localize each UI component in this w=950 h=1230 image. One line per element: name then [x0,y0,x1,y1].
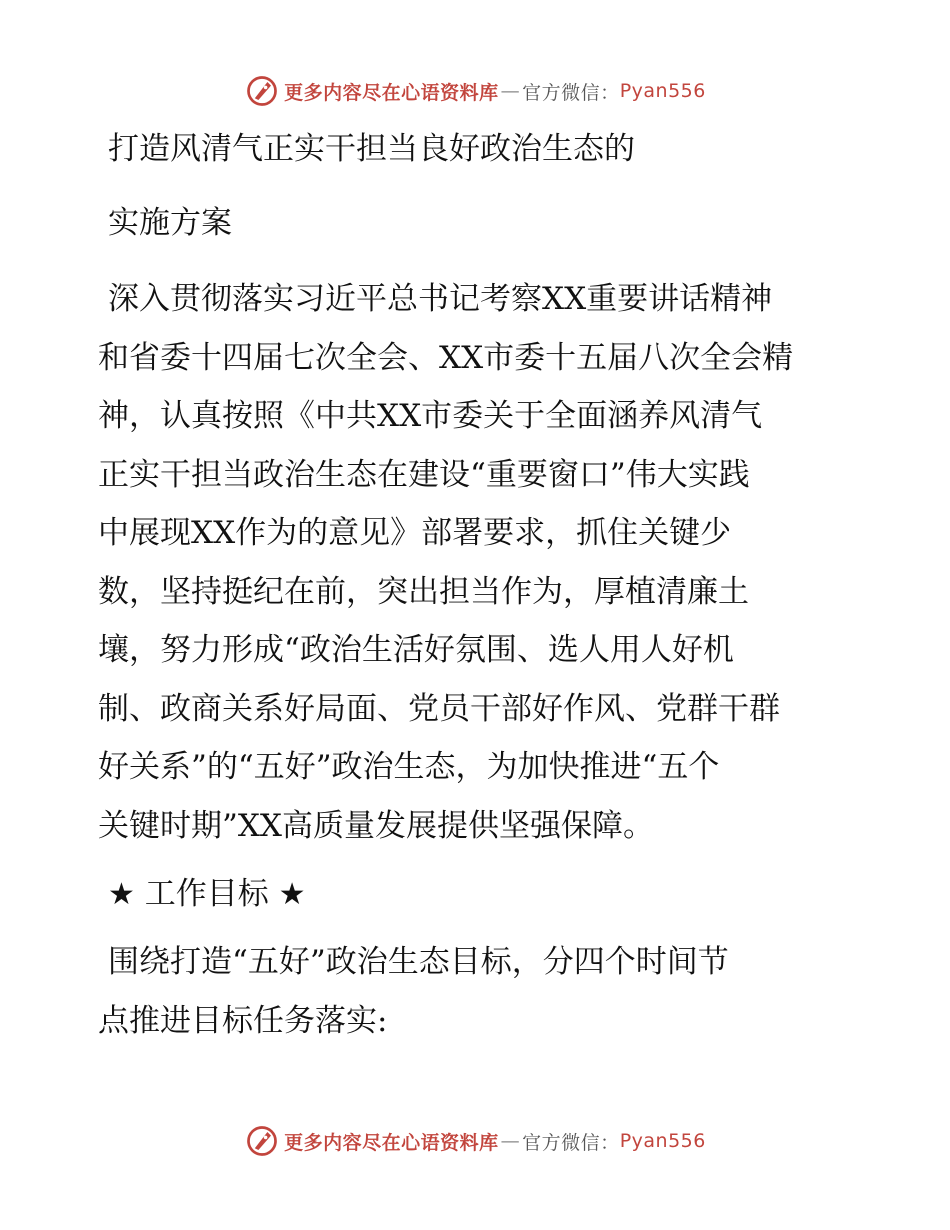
star-icon: ★ [278,877,306,912]
banner-brand-text: 更多内容尽在心语资料库 [284,81,499,104]
banner-wechat-label: 官方微信： [522,81,620,104]
intro-line: 正实干担当政治生态在建设“重要窗口”伟大实践 [98,456,750,493]
intro-line: 制、政商关系好局面、党员干部好作风、党群干群 [98,690,780,727]
intro-paragraph [98,270,858,855]
document-body [98,122,858,1050]
intro-line: 关键时期”XX高质量发展提供坚强保障。 [98,807,654,844]
footer-wechat-id: Pyan556 [619,1130,706,1152]
goals-paragraph [98,933,858,1050]
footer-brand-text: 更多内容尽在心语资料库 [284,1131,499,1154]
intro-line: 中展现XX作为的意见》部署要求，抓住关键少 [98,515,732,551]
intro-line: 神，认真按照《中共XX市委关于全面涵养风清气 [98,398,763,434]
goals-line: 围绕打造“五好”政治生态目标，分四个时间节 [108,944,729,980]
intro-line: 和省委十四届七次全会、XX市委十五届八次全会精 [98,339,794,376]
footer-dash: — [500,1130,521,1152]
intro-line: 壤，努力形成“政治生活好氛围、选人用人好机 [98,632,734,668]
pen-nib-logo-icon [244,73,280,109]
pen-nib-logo-icon [244,1123,280,1159]
document-title-line-1: 打造风清气正实干担当良好政治生态的 [108,131,635,167]
document-title-line-2: 实施方案 [108,205,232,241]
banner-dash: — [500,80,521,102]
footer-wechat-label: 官方微信： [522,1131,620,1154]
section-heading-text: 工作目标 [144,876,269,912]
intro-line: 数，坚持挺纪在前，突出担当作为，厚植清廉土 [98,573,749,610]
intro-line: 好关系”的“五好”政治生态，为加快推进“五个 [98,749,720,785]
section-heading-goals [98,863,858,925]
star-icon: ★ [108,877,135,912]
intro-line: 深入贯彻落实习近平总书记考察XX重要讲话精神 [108,281,773,317]
header-banner [0,71,950,111]
banner-wechat-id: Pyan556 [619,80,706,102]
goals-line: 点推进目标任务落实: [98,1002,388,1039]
footer-banner [0,1121,950,1161]
